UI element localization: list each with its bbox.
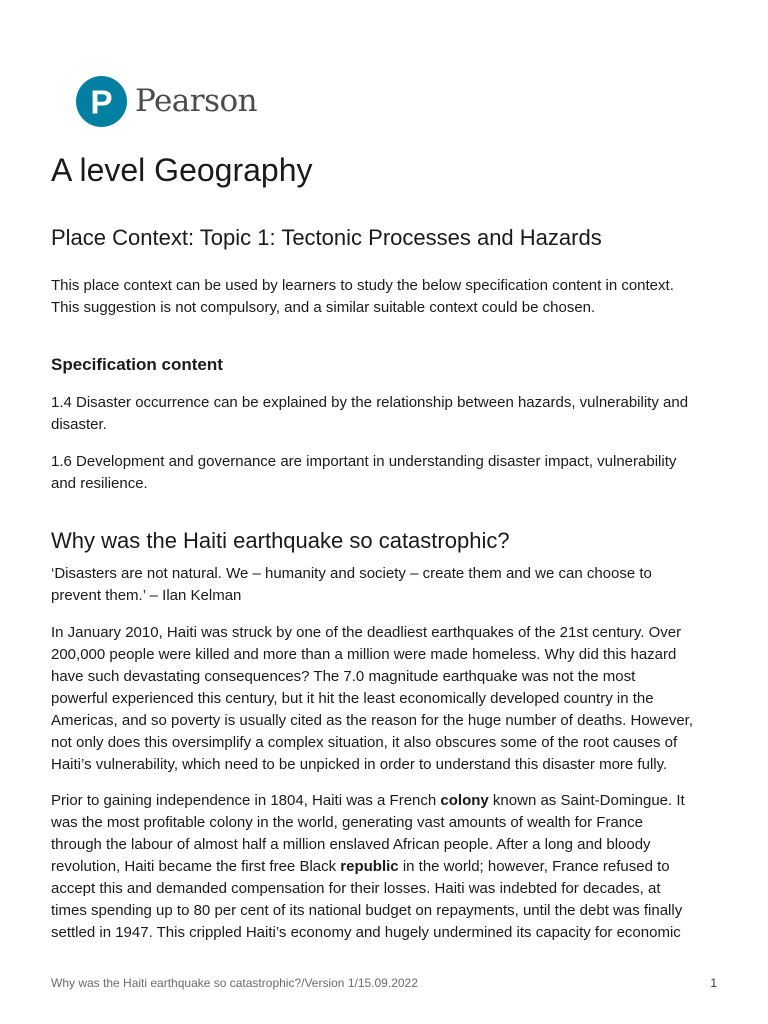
- spec-line: and resilience.: [51, 475, 148, 492]
- paragraph-line: 200,000 people were killed and more than a million were made homeless. Why did this hazard: [51, 646, 677, 663]
- paragraph-line: Americas, and so poverty is usually cited as the reason for the huge number of deaths. However,: [51, 712, 694, 729]
- paragraph-line: powerful experienced this century, but it hit the least economically developed country in the: [51, 690, 654, 707]
- bold-term-colony: colony: [440, 792, 489, 809]
- text-run: Prior to gaining independence in 1804, Haiti was a French: [51, 792, 441, 809]
- paragraph-1: [51, 622, 723, 776]
- document-subtitle: Place Context: Topic 1: Tectonic Processes and Hazards: [51, 225, 602, 250]
- logo-wordmark: Pearson: [135, 83, 258, 119]
- document-title: A level Geography: [51, 152, 313, 188]
- quote-line: prevent them.’ – Ilan Kelman: [51, 587, 242, 604]
- paragraph-line: [51, 790, 723, 812]
- page-number: 1: [710, 976, 717, 990]
- section-title: Why was the Haiti earthquake so catastrophic?: [51, 528, 510, 553]
- paragraph-line: [51, 856, 723, 878]
- text-run: in the world; however, France refused to: [398, 858, 670, 875]
- text-run: known as Saint-Domingue. It: [488, 792, 685, 809]
- paragraph-line: through the labour of almost half a million enslaved African people. After a long and bloody: [51, 836, 651, 853]
- spec-line: 1.6 Development and governance are important in understanding disaster impact, vulnerability: [51, 453, 677, 470]
- spec-line: disaster.: [51, 416, 107, 433]
- spec-line: 1.4 Disaster occurrence can be explained by the relationship between hazards, vulnerability and: [51, 394, 689, 411]
- pearson-logo-icon: [76, 76, 127, 127]
- spec-heading: Specification content: [51, 355, 223, 374]
- pearson-logo: [76, 74, 257, 128]
- paragraph-2: [51, 790, 723, 944]
- intro-line: This place context can be used by learners to study the below specification content in context.: [51, 277, 674, 294]
- text-run: revolution, Haiti became the first free Black: [51, 858, 341, 875]
- intro-paragraph: [51, 275, 723, 319]
- intro-line: This suggestion is not compulsory, and a similar suitable context could be chosen.: [51, 299, 596, 316]
- paragraph-line: times spending up to 80 per cent of its national budget on repayments, until the debt was finally: [51, 902, 683, 919]
- quote-line: ‘Disasters are not natural. We – humanity and society – create them and we can choose to: [51, 565, 652, 582]
- paragraph-line: accept this and demanded compensation for their losses. Haiti was indebted for decades, at: [51, 880, 661, 897]
- spec-item-1-4: [51, 392, 723, 436]
- paragraph-line: have such devastating consequences? The 7.0 magnitude earthquake was not the most: [51, 668, 636, 685]
- paragraph-line: In January 2010, Haiti was struck by one of the deadliest earthquakes of the 21st century. Over: [51, 624, 682, 641]
- quote-paragraph: [51, 563, 723, 607]
- paragraph-line: Haiti’s vulnerability, which need to be unpicked in order to understand this disaster more fully.: [51, 756, 668, 773]
- paragraph-line: was the most profitable colony in the world, generating vast amounts of wealth for France: [51, 814, 643, 831]
- footer-text: Why was the Haiti earthquake so catastrophic?/Version 1/15.09.2022: [51, 976, 418, 990]
- paragraph-line: not only does this oversimplify a complex situation, it also obscures some of the root causes of: [51, 734, 678, 751]
- spec-item-1-6: [51, 451, 723, 495]
- logo-mark-letter: P: [90, 83, 113, 121]
- bold-term-republic: republic: [340, 858, 399, 875]
- paragraph-line: settled in 1947. This crippled Haiti’s economy and hugely undermined its capacity for economic: [51, 924, 681, 941]
